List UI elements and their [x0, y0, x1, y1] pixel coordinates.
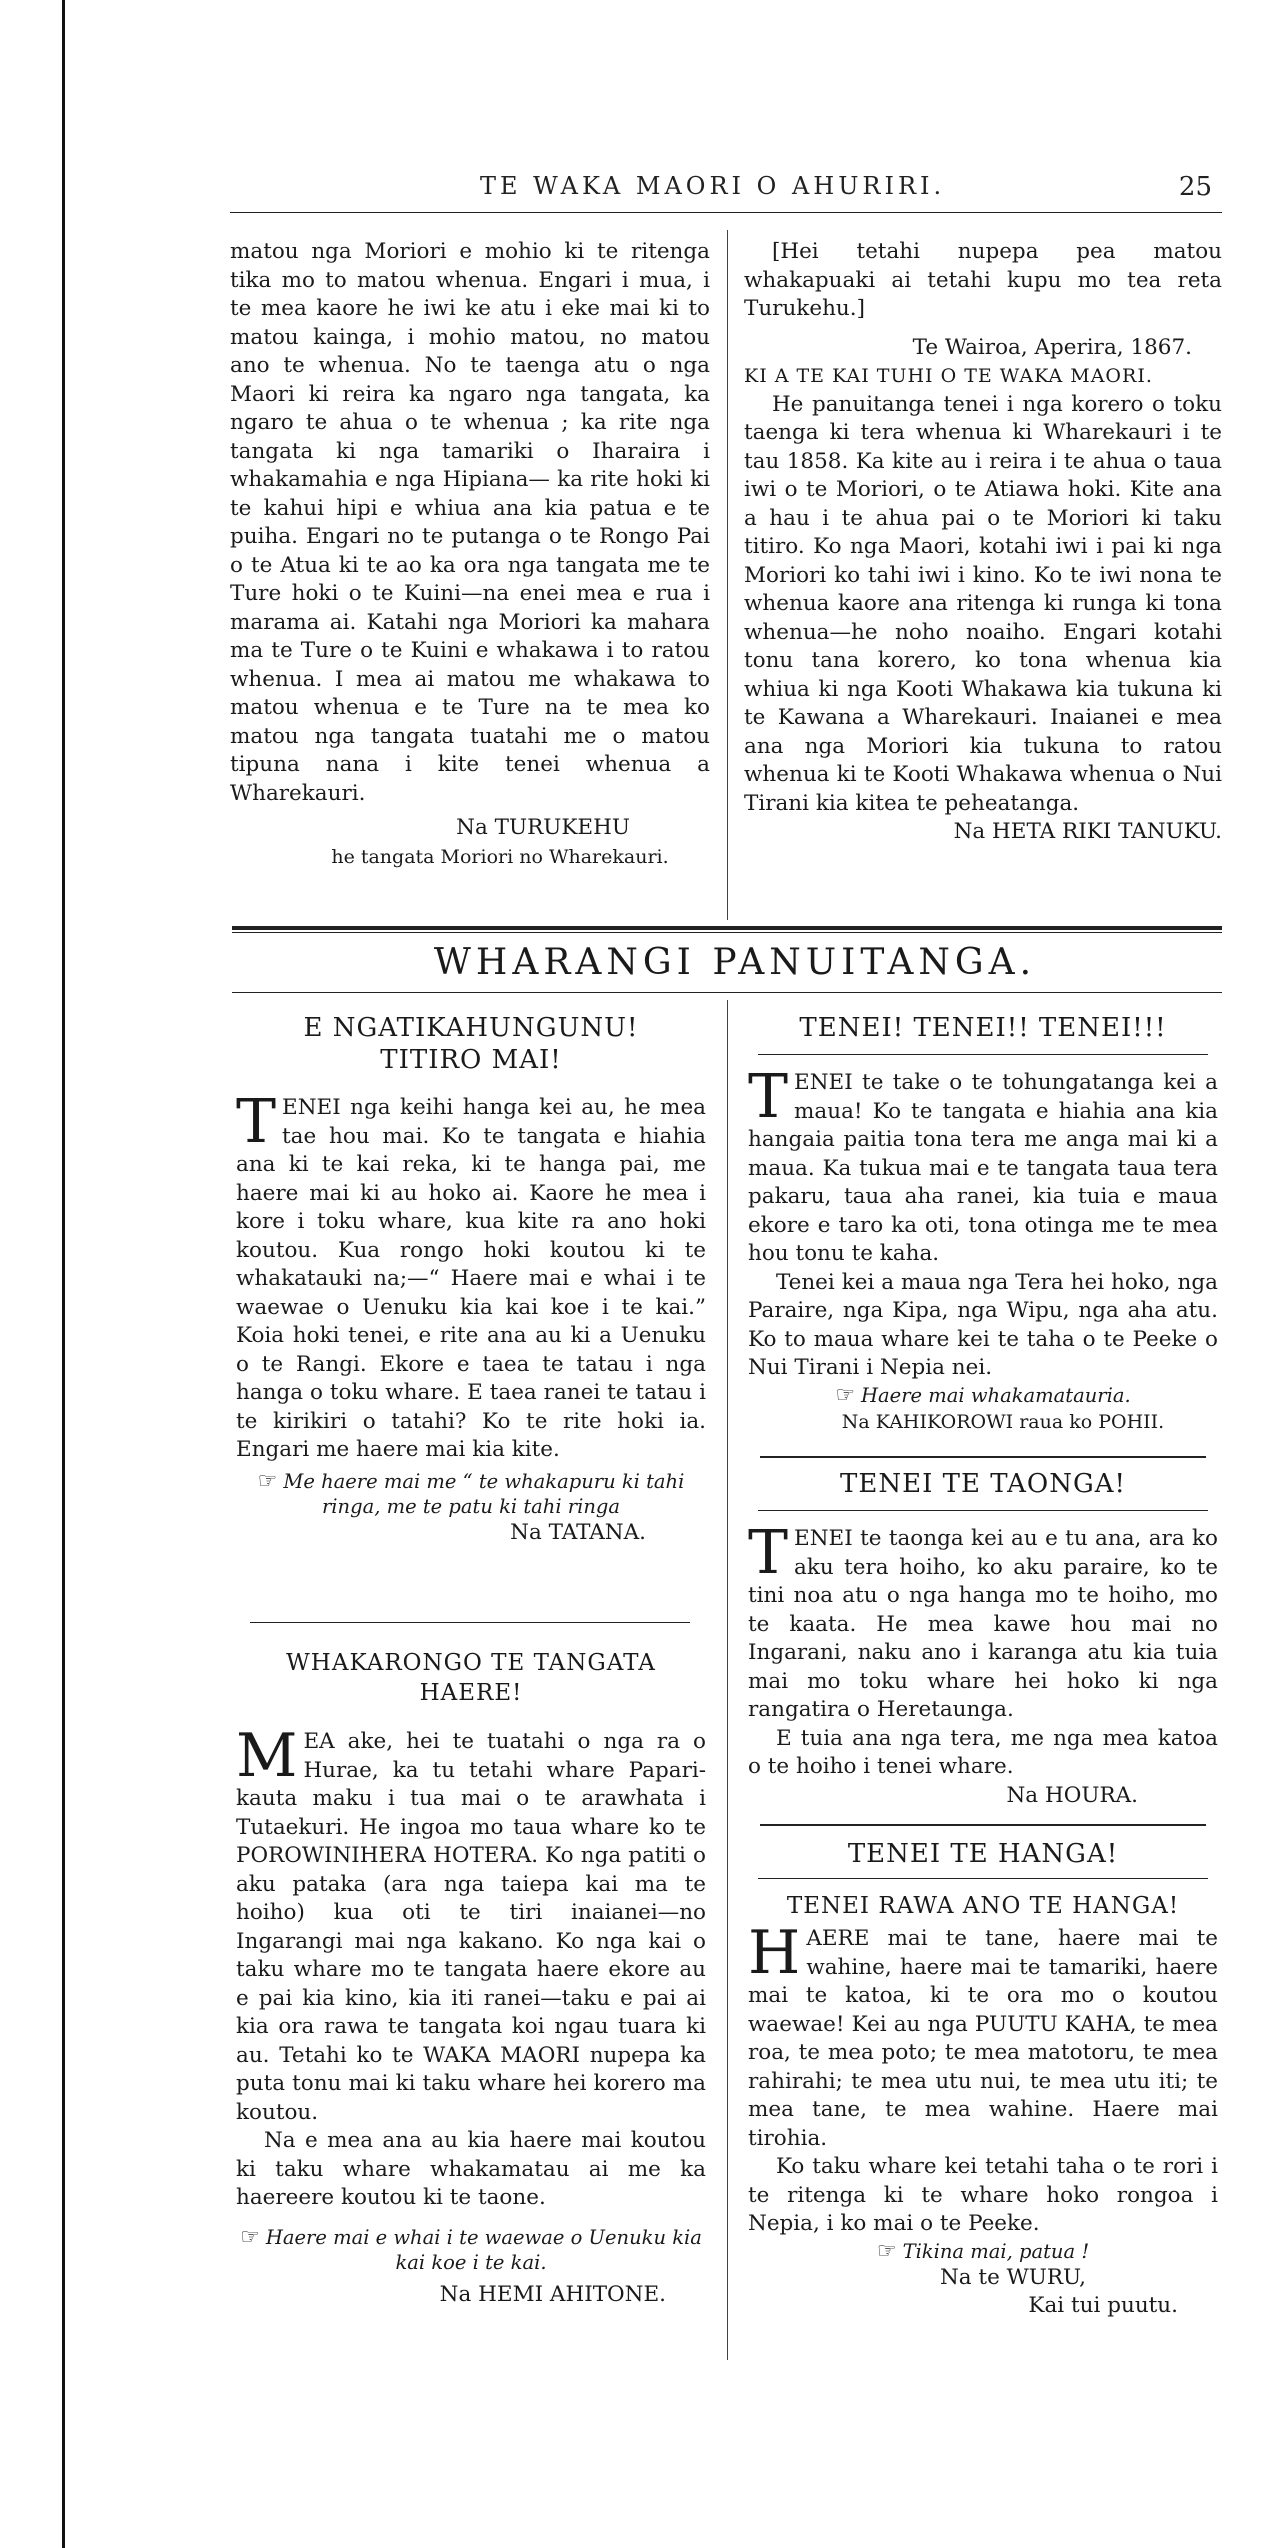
column-divider	[727, 230, 728, 920]
pointing-hand-icon: ☞	[257, 1468, 278, 1494]
ad-signature: Na HEMI AHITONE.	[439, 2281, 666, 2307]
ad-body-2: Ko taku whare kei tetahi taha o te rori i te ritenga ki te whare hoko rongoa i Nepia, i ko mai o te Peeke.	[748, 2154, 1218, 2236]
page-edge-rule	[62, 0, 65, 2548]
ads-column-divider	[727, 1000, 728, 2360]
ad-body	[748, 1918, 1218, 2153]
header-rule	[230, 212, 1222, 213]
ad-body	[236, 1087, 706, 1465]
ad-signature: Na te WURU,	[939, 2264, 1087, 2290]
ad-heading: TENEI! TENEI!! TENEI!!!	[799, 1013, 1167, 1043]
ad-body-text: ENEI nga keihi hanga kei au, he mea tae hou mai. Ko te tangata e hiahia ana ki te kai reka, ki te hanga pai, me haere mai ki au hoko ai. Kaore he mea i kore i toku whare, kua kite ra ano hoki koutou. Kua rongo hoki koutou ki te whakatauki na;—“ Haere mai e whai i te waewae o Uenuku kia kai koe i te kai.” Koia hoki tenei, e rite ana au ki a Uenuku o te Rangi. Ekore e taea te tatau i nga hanga o toku whare. E taea ranei te tatau i te kirikiri o tatahi? Ko te rite hoki ia. Engari me haere mai kia kite.	[236, 1095, 706, 1462]
ad-body	[748, 1062, 1218, 1269]
ad-notice	[748, 1383, 1218, 1408]
ad-heading-rule	[758, 1878, 1208, 1879]
ad-notice	[748, 2239, 1218, 2264]
ad-notice-text: Tikina mai, patua !	[902, 2239, 1090, 2263]
ad-signature-note: Kai tui puutu.	[1028, 2293, 1178, 2318]
letter-right-column	[744, 238, 1222, 847]
drop-cap: T	[748, 1062, 789, 1132]
newspaper-title: TE WAKA MAORI O AHURIRI.	[480, 172, 946, 200]
ad-signature: Na TATANA.	[510, 1519, 646, 1545]
ad-heading: TENEI TE TAONGA!	[840, 1469, 1126, 1499]
section-rule-thin	[232, 932, 1222, 933]
ad-separator	[760, 1824, 1206, 1826]
banner-rule	[232, 992, 1222, 993]
section-rule-thick	[232, 926, 1222, 930]
drop-cap: H	[748, 1918, 801, 1988]
ad-notice	[236, 1469, 706, 1519]
drop-cap: M	[236, 1721, 298, 1791]
ad-notice	[236, 2225, 706, 2275]
ad-whakarongo	[236, 1648, 706, 2309]
letter-body-right: He panuitanga tenei i nga korero o toku taenga ki tera whenua ki Wharekauri i te tau 1858. Ka kite au i reira i te ahua o taua iwi o te Moriori, o te Atiawa hoki. Kite ana a hau i te ahua pai o te Moriori ki taku titiro. Ko nga Maori, kotahi iwi i pai ki nga Moriori ko tahi iwi i kino. Ko te iwi nona te whenua kaore ana ritenga ki runga ki tona whenua—he noho noaiho. Engari kotahi tonu tana korero, ko tona whenua kia whiua ki nga Kooti Whakawa kia tukuna ki te Kawana a Wharekauri. Inaianei e mea ana nga Moriori kia tukuna to ratou whenua ki te Kooti Whakawa whenua o Nui Tirani kia kitea te peheatanga.	[744, 391, 1222, 816]
ad-body-2: Tenei kei a maua nga Tera hei hoko, nga Paraire, nga Kipa, nga Wipu, nga aha atu. Ko to maua whare kei te taha o te Peeke o Nui Tirani i Nepia nei.	[748, 1269, 1218, 1380]
drop-cap: T	[236, 1087, 277, 1157]
ad-body	[748, 1518, 1218, 1725]
letter-body: matou nga Moriori e mohio ki te ritenga tika mo to matou whenua. Engari i mua, i te mea kaore he iwi ke atu i eke mai ki to matou kainga, i mohio matou, no matou ano te whenua. No te taenga atu o nga Maori ki reira ka ngaro nga tangata, ka ngaro te ahua o te whenua ; ka rite nga tangata ki nga tamariki o Iharaira i whakamahia e nga Hipiana— ka rite hoki ki te kahui hipi e whiua ana kia patua e te puiha. Engari no te putanga o te Rongo Pai o te Atua ki te ao ka ora nga tangata me te Ture hoki o te Kuini—na enei mea e rua i marama ai. Katahi nga Moriori ka mahara ma te Ture o te Kuini e whakawa i to ratou whenua. I mea ai matou me whakawa to matou whenua e te Ture na te mea ko matou nga tangata tuatahi me o matou tipuna nana i kite tenei whenua a Wharekauri.	[230, 239, 710, 806]
ad-body-text: EA ake, hei te tuatahi o nga ra o Hurae, ka tu tetahi whare Papari-kauta maku i tua mai o te arawhata i Tutaekuri. He ingoa mo taua whare ko te POROWINIHERA HOTERA. Ko nga patiti o aku pataka (ara nga taiepa kai ma te hoiho) kua oti te tiri inaianei—no Ingarangi mai nga kakano. Ko nga kai o taku whare mo te tangata haere ekore au e pai kia kino, kia iti ranei—taku e pai ai kia ora rawa te tangata koi ngau tuara ki au. Tetahi ko te WAKA MAORI nupepa ka puta tonu mai ki taku whare hei korero ma koutou.	[236, 1729, 706, 2125]
ad-heading: E NGATIKAHUNGUNU! TITIRO MAI!	[303, 1013, 639, 1075]
ad-body-text: ENEI te take o te tohungatanga kei a maua! Ko te tangata e hiahia ana kia hangaia paitia tona tera me anga mai ki a maua. Ka tukua mai e te tangata taua tera pakaru, taua aha ranei, kia tuia e maua ekore e taro ka oti, tona otinga me te mea hou tonu te kaha.	[748, 1070, 1218, 1266]
pointing-hand-icon: ☞	[835, 1382, 856, 1408]
ad-body	[236, 1721, 706, 2127]
ad-heading-rule	[758, 1054, 1208, 1055]
ad-subheading: TENEI RAWA ANO TE HANGA!	[786, 1893, 1180, 1919]
ad-notice-text: Haere mai e whai i te waewae o Uenuku kia kai koe i te kai.	[265, 2225, 702, 2274]
letter-signature	[230, 814, 710, 843]
letter-signature-right: Na HETA RIKI TANUKU.	[953, 819, 1222, 844]
ad-signature: Na KAHIKOROWI raua ko POHII.	[841, 1410, 1165, 1433]
ad-body-2: E tuia ana nga tera, me nga mea katoa o te hoiho i tenei whare.	[748, 1725, 1218, 1779]
letter-signature-note: he tangata Moriori no Wharekauri.	[331, 845, 669, 868]
drop-cap: T	[748, 1518, 789, 1588]
ad-heading: WHAKARONGO TE TANGATA HAERE!	[286, 1650, 656, 1706]
ad-taonga	[748, 1468, 1218, 1810]
pointing-hand-icon: ☞	[240, 2224, 260, 2250]
editor-note: [Hei tetahi nupepa pea matou whakapuaki ai tetahi kupu mo tea reta Turukehu.]	[744, 239, 1222, 321]
letter-dateline: Te Wairoa, Aperira, 1867.	[912, 334, 1192, 360]
ad-hanga	[748, 1838, 1218, 2321]
page-number: 25	[1178, 172, 1212, 202]
letter-salutation: KI A TE KAI TUHI O TE WAKA MAORI.	[744, 365, 1153, 387]
ad-notice-text: Me haere mai me “ te whakapuru ki tahi ringa, me te patu ki tahi ringa	[283, 1469, 685, 1518]
ad-heading: TENEI TE HANGA!	[847, 1839, 1119, 1869]
ad-body-2: Na e mea ana au kia haere mai koutou ki taku whare whakamatau ai me ka haereere koutou ki te taone.	[236, 2128, 706, 2210]
ad-ngatikahungunu	[236, 1012, 706, 1547]
ad-heading-rule	[758, 1510, 1208, 1511]
ad-separator	[250, 1622, 690, 1623]
letter-signature-text: Na TURUKEHU	[456, 815, 630, 840]
advertisements-banner: WHARANGI PANUITANGA.	[433, 942, 1037, 983]
ad-body-text: AERE mai te tane, haere mai te wahine, haere mai te tamariki, haere mai te katoa, ki te ora mo o koutou waewae! Kei au nga PUUTU KAHA, te mea roa, te mea poto; te mea matotoru, te mea rahirahi; te mea utu nui, te mea utu iti; te mea tane, te mea wahine. Haere mai tirohia.	[748, 1926, 1218, 2151]
ad-separator	[760, 1456, 1206, 1458]
ad-body-text: ENEI te taonga kei au e tu ana, ara ko aku tera hoiho, ko aku paraire, ko te tini noa atu o nga hanga mo te hoiho, mo te kaata. He mea kawe hou mai no Ingarani, naku ano i karanga atu kia tuia mai mo toku whare hei hoko ki nga rangatira o Heretaunga.	[748, 1526, 1218, 1722]
pointing-hand-icon: ☞	[876, 2238, 897, 2264]
letter-left-column	[230, 238, 710, 871]
ad-tenei	[748, 1012, 1218, 1436]
ad-notice-text: Haere mai whakamatauria.	[861, 1383, 1131, 1407]
running-head	[230, 172, 1220, 206]
ad-signature: Na HOURA.	[1006, 1782, 1138, 1808]
